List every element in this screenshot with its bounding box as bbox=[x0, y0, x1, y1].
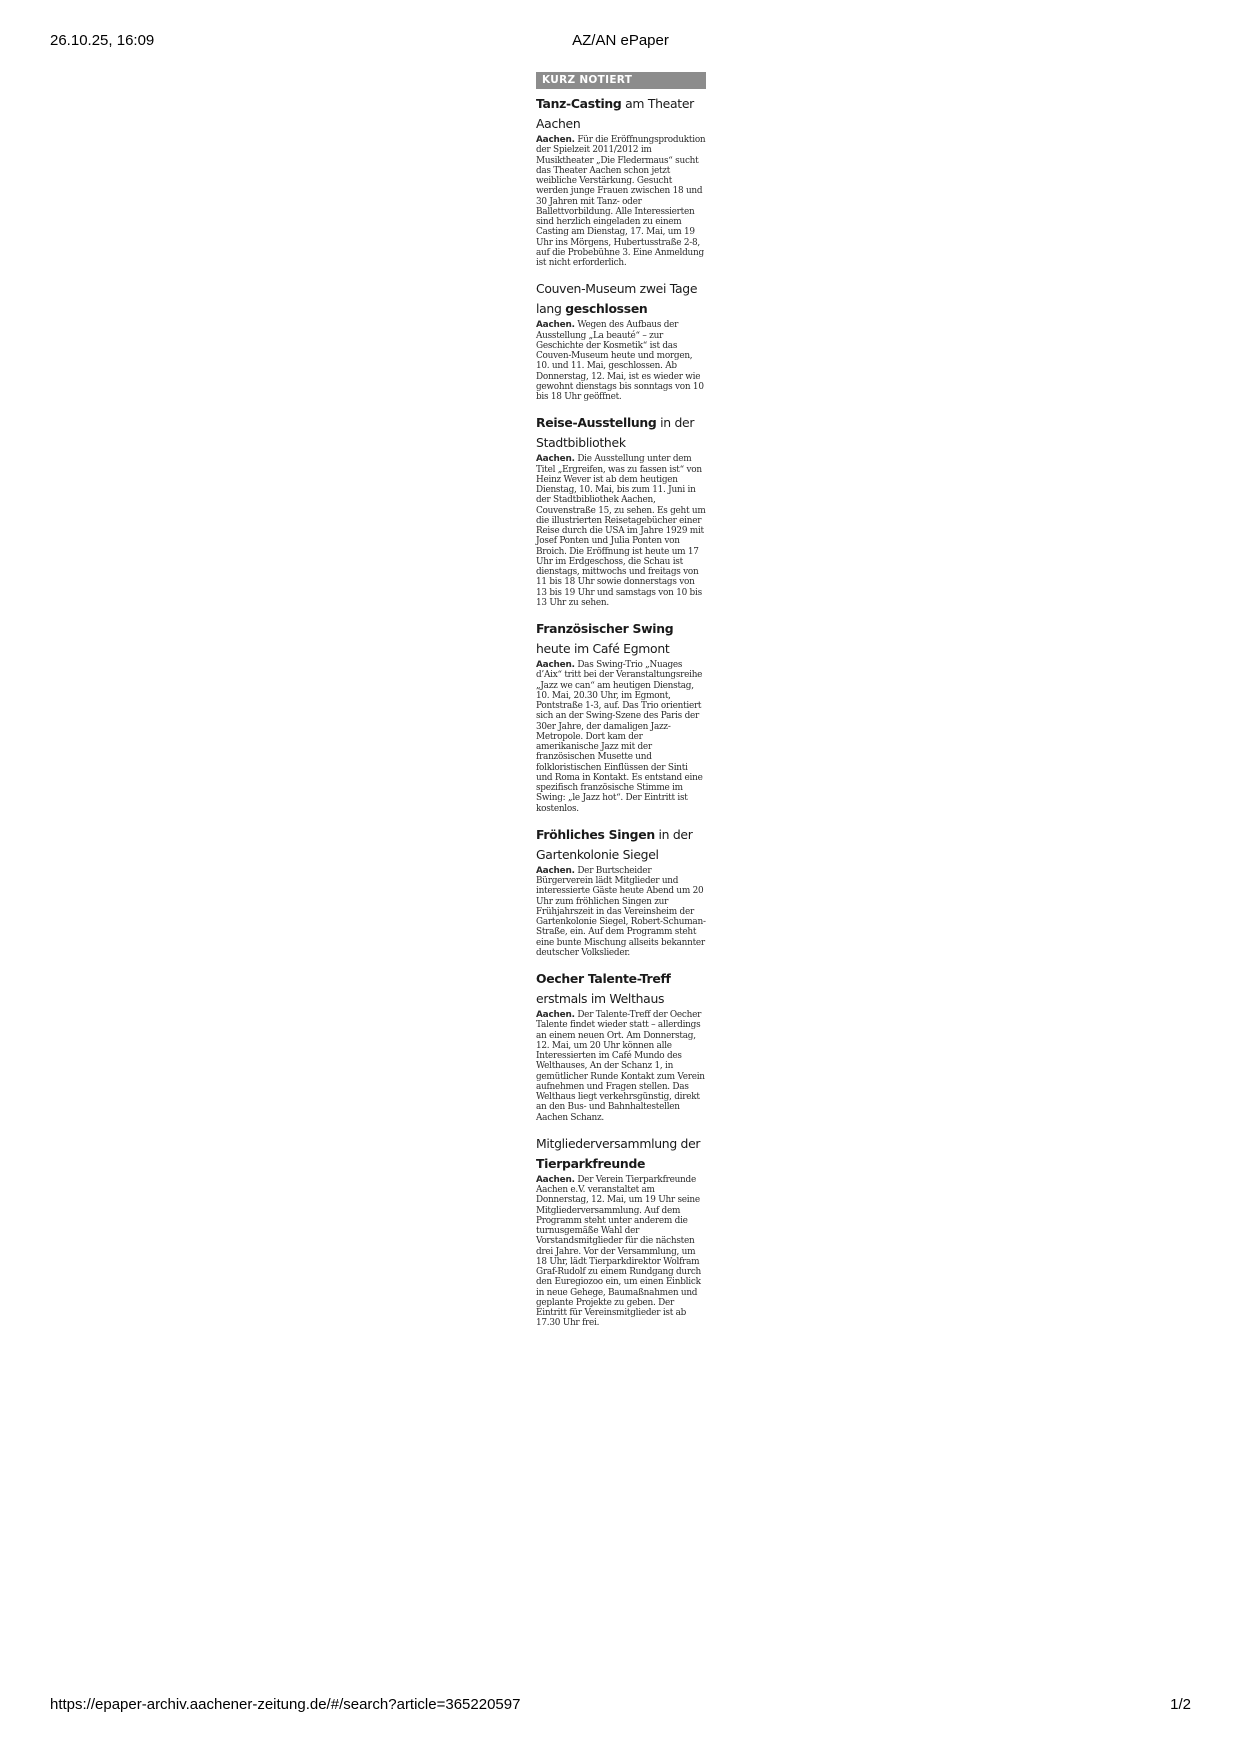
source-url: https://epaper-archiv.aachener-zeitung.de/#/search?article=365220597 bbox=[50, 1696, 521, 1713]
article-headline bbox=[536, 619, 706, 659]
article-body bbox=[536, 135, 706, 268]
article-headline bbox=[536, 969, 706, 1009]
article-froehliches-singen bbox=[536, 825, 706, 958]
headline-bold-part: Fröhliches Singen bbox=[536, 826, 655, 842]
page-number: 1/2 bbox=[1170, 1696, 1191, 1713]
headline-bold-part: Französischer Swing bbox=[536, 621, 674, 636]
article-text: Für die Eröffnungsproduktion der Spielzeit 2011/2012 im Musiktheater „Die Fledermaus“ sucht das Theater Aachen schon jetzt weibliche Verstärkung. Gesucht werden junge Frauen zwischen 18 und 30 Jahren mit Tanz- oder Ballettvorbildung. Alle Interessierten sind herzlich eingeladen zu einem Casting am Dienstag, 17. Mai, um 19 Uhr ins Mörgens, Hubertusstraße 2-8, auf die Probebühne 3. Eine Anmeldung ist nicht erforderlich. bbox=[536, 135, 706, 268]
article-text: Die Ausstellung unter dem Titel „Ergreifen, was zu fassen ist“ von Heinz Wever ist ab dem heutigen Dienstag, 10. Mai, bis zum 11. Juni in der Stadtbibliothek Aachen, Couvenstraße 15, zu sehen. Es geht um die illustrierten Reisetagebücher einer Reise durch die USA im Jahre 1929 mit Josef Ponten und Julia Ponten von Broich. Die Eröffnung ist heute um 17 Uhr im Erdgeschoss, die Schau ist dienstags, mittwochs und freitags von 11 bis 18 Uhr sowie donnerstags von 13 bis 19 Uhr und samstags von 10 bis 13 Uhr zu sehen. bbox=[536, 454, 706, 608]
article-text: Wegen des Aufbaus der Ausstellung „La beauté“ – zur Geschichte der Kosmetik“ ist das Couven-Museum heute und morgen, 10. und 11. Mai, geschlossen. Ab Donnerstag, 12. Mai, ist es wieder wie gewohnt dienstags bis sonntags von 10 bis 18 Uhr geöffnet. bbox=[536, 320, 704, 402]
article-franzoesischer-swing bbox=[536, 619, 706, 814]
dateline: Aachen. bbox=[536, 865, 575, 876]
article-headline bbox=[536, 825, 706, 865]
headline-regular-part: in der Stadtbibliothek bbox=[536, 415, 695, 451]
newspaper-column bbox=[536, 72, 706, 1340]
headline-regular-part: erstmals im Welthaus bbox=[536, 991, 665, 1006]
article-headline bbox=[536, 413, 706, 453]
dateline: Aachen. bbox=[536, 1010, 575, 1020]
article-body bbox=[536, 320, 706, 402]
headline-regular-part: in der Gartenkolonie Siegel bbox=[536, 826, 693, 862]
article-body bbox=[536, 1010, 706, 1123]
article-text: Das Swing-Trio „Nuages d’Aix“ tritt bei der Veranstaltungsreihe „Jazz we can“ am heutigen Dienstag, 10. Mai, 20.30 Uhr, im Egmont, Pontstraße 1-3, auf. Das Trio orientiert sich an der Swing-Szene des Paris der 30er Jahre, der damaligen Jazz-Metropole. Dort kam der amerikanische Jazz mit der französischen Musette und folkloristischen Einflüssen der Sinti und Roma in Kontakt. Es entstand eine spezifisch französische Stimme im Swing: „le Jazz hot“. Der Eintritt ist kostenlos. bbox=[536, 660, 703, 814]
article-talente-treff bbox=[536, 969, 706, 1123]
dateline: Aachen. bbox=[536, 454, 575, 465]
dateline: Aachen. bbox=[536, 320, 575, 331]
article-body bbox=[536, 660, 706, 814]
article-reise-ausstellung bbox=[536, 413, 706, 608]
article-text: Der Burtscheider Bürgerverein lädt Mitglieder und interessierte Gäste heute Abend um 20 Uhr zum fröhlichen Singen zur Frühjahrszeit in das Vereinsheim der Gartenkolonie Siegel, Robert-Schuman-Straße, ein. Auf dem Programm steht eine bunte Mischung allseits bekannter deutscher Volkslieder. bbox=[536, 865, 706, 958]
headline-bold-part: Tanz-Casting bbox=[536, 96, 622, 111]
article-tierparkfreunde bbox=[536, 1134, 706, 1329]
headline-regular-part: am Theater Aachen bbox=[536, 96, 694, 131]
article-text: Der Verein Tierparkfreunde Aachen e.V. veranstaltet am Donnerstag, 12. Mai, um 19 Uhr seine Mitgliederversammlung. Auf dem Programm steht unter anderem die turnusgemäße Wahl der Vorstandsmitglieder für die nächsten drei Jahre. Vor der Versammlung, um 18 Uhr, lädt Tierparkdirektor Wolfram Graf-Rudolf zu einem Rundgang durch den Euregiozoo ein, um einen Einblick in neue Gehege, Baumaßnahmen und geplante Projekte zu geben. Der Eintritt für Vereinsmitglieder ist ab 17.30 Uhr frei. bbox=[536, 1174, 702, 1329]
article-body bbox=[536, 866, 706, 958]
headline-regular-part: Mitgliederversammlung der bbox=[536, 1135, 701, 1151]
headline-regular-part: heute im Café Egmont bbox=[536, 641, 670, 656]
article-text: Der Talente-Treff der Oecher Talente findet wieder statt – allerdings an einem neuen Ort. Am Donnerstag, 12. Mai, um 20 Uhr können alle Interessierten im Café Mundo des Welthauses, An der Schanz 1, in gemütlicher Runde Kontakt zum Verein aufnehmen und Fragen stellen. Das Welthaus liegt verkehrsgünstig, direkt an den Bus- und Bahnhaltestellen Aachen Schanz. bbox=[536, 1010, 705, 1123]
headline-bold-part: Tierparkfreunde bbox=[536, 1155, 646, 1171]
article-tanz-casting bbox=[536, 94, 706, 268]
headline-bold-part: Oecher Talente-Treff bbox=[536, 971, 671, 986]
article-body bbox=[536, 454, 706, 608]
article-headline bbox=[536, 1134, 706, 1174]
print-datetime: 26.10.25, 16:09 bbox=[50, 32, 155, 49]
article-headline bbox=[536, 94, 706, 134]
dateline: Aachen. bbox=[536, 660, 575, 670]
headline-bold-part: geschlossen bbox=[565, 301, 648, 317]
headline-regular-part: Couven-Museum zwei Tage lang bbox=[536, 281, 698, 317]
dateline: Aachen. bbox=[536, 1174, 575, 1185]
dateline: Aachen. bbox=[536, 135, 575, 145]
headline-bold-part: Reise-Ausstellung bbox=[536, 415, 657, 431]
article-headline bbox=[536, 279, 706, 319]
article-body bbox=[536, 1175, 706, 1329]
section-kicker: KURZ NOTIERT bbox=[536, 72, 706, 89]
article-couven-museum bbox=[536, 279, 706, 402]
print-title: AZ/AN ePaper bbox=[572, 32, 669, 49]
